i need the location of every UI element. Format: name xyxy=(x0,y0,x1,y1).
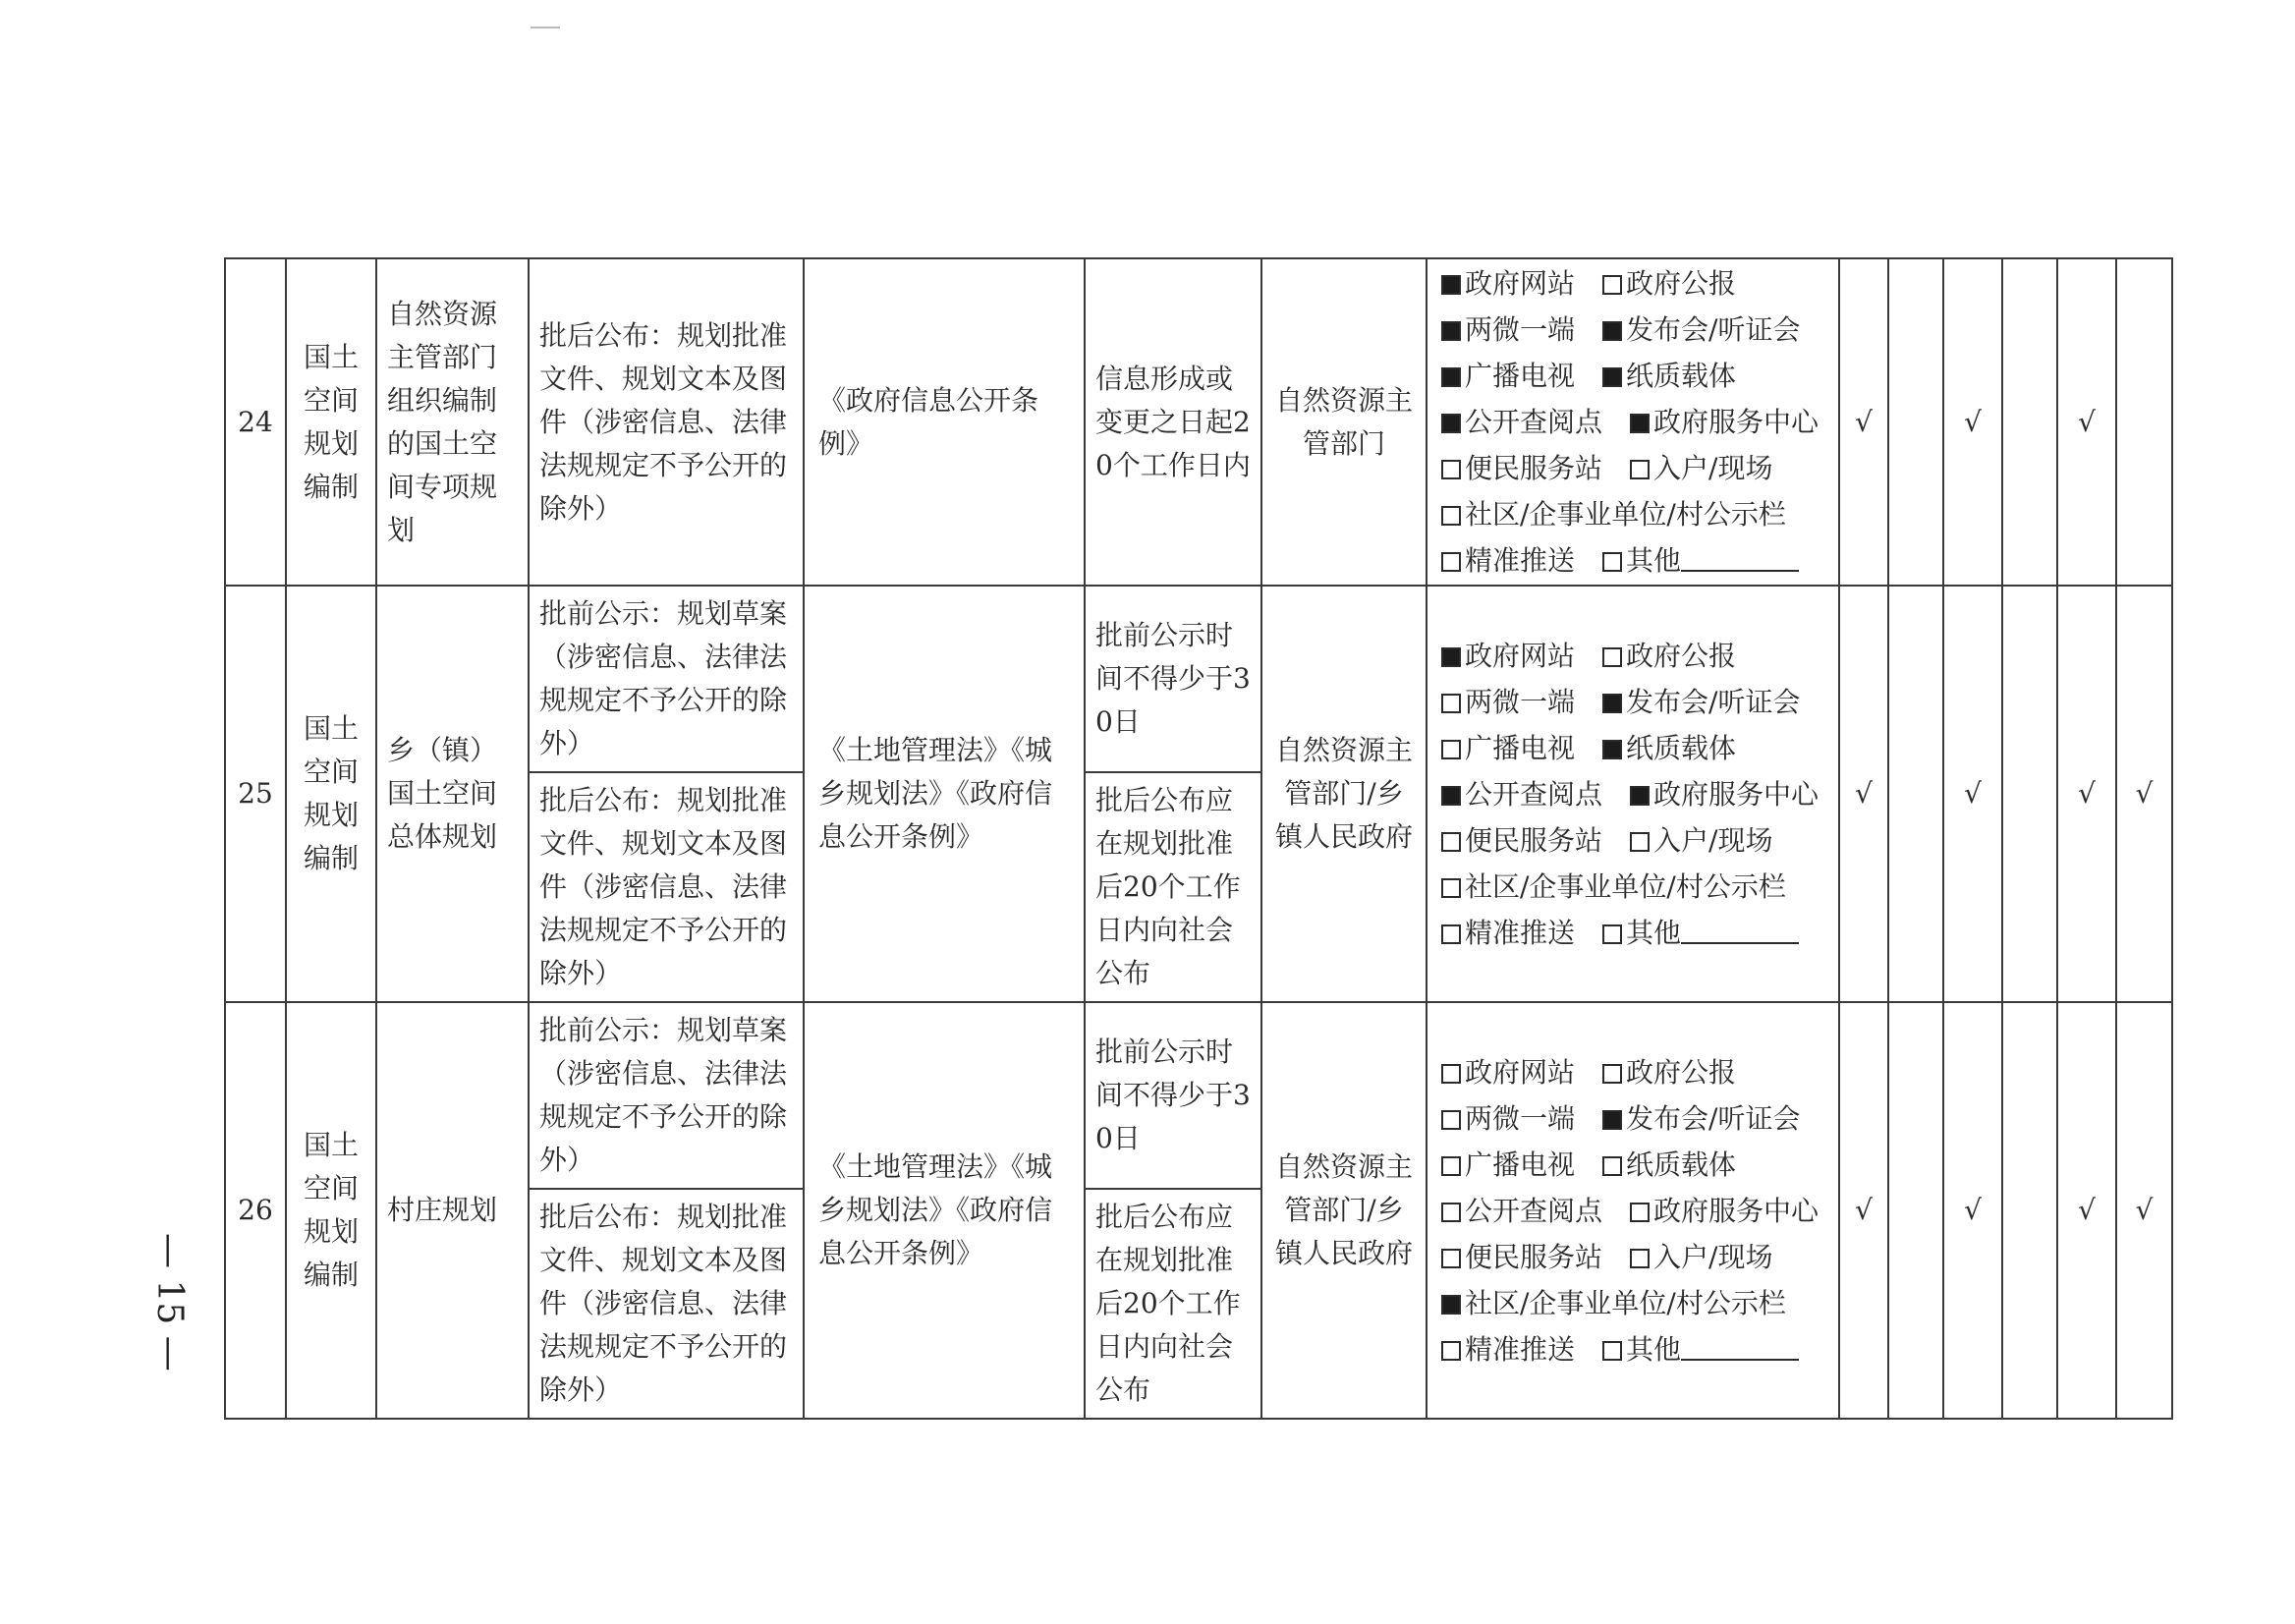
channel-label: 纸质载体 xyxy=(1626,360,1737,392)
checkbox-checked-icon xyxy=(1441,275,1461,295)
check-mark-cell xyxy=(2002,586,2057,1002)
checkbox-empty-icon xyxy=(1441,740,1461,759)
channel-label: 精准推送 xyxy=(1465,1332,1576,1366)
table-row xyxy=(225,586,2172,772)
channel-label: 入户/现场 xyxy=(1653,1240,1773,1273)
content-cell: 批前公示：规划草案（涉密信息、法律法规规定不予公开的除外） xyxy=(529,1002,804,1189)
checkbox-empty-icon xyxy=(1441,878,1461,898)
channel-label: 公开查阅点 xyxy=(1465,777,1603,811)
check-mark-cell xyxy=(2002,1002,2057,1419)
channel-label: 纸质载体 xyxy=(1626,1148,1737,1181)
channel-label: 纸质载体 xyxy=(1626,731,1737,764)
basis-cell: 《土地管理法》《城乡规划法》《政府信息公开条例》 xyxy=(804,586,1085,1002)
checkbox-checked-icon xyxy=(1602,321,1622,341)
category-cell: 国土空间规划编制 xyxy=(286,258,376,586)
channel-label: 其他 xyxy=(1626,544,1682,577)
checkbox-empty-icon xyxy=(1602,1064,1622,1084)
checkbox-empty-icon xyxy=(1441,460,1461,479)
checkbox-empty-icon xyxy=(1441,1064,1461,1084)
channel-label: 入户/现场 xyxy=(1653,823,1773,857)
row-number: 25 xyxy=(225,586,286,1002)
dept-cell: 自然资源主管部门/乡镇人民政府 xyxy=(1261,1002,1427,1419)
channel-line xyxy=(1441,633,1828,679)
dept-cell: 自然资源主管部门/乡镇人民政府 xyxy=(1261,586,1427,1002)
checkbox-checked-icon xyxy=(1602,694,1622,713)
check-mark-cell: √ xyxy=(1943,258,2002,586)
channel-label: 其他 xyxy=(1626,916,1682,949)
check-mark-cell: √ xyxy=(2057,1002,2116,1419)
checkbox-empty-icon xyxy=(1630,1249,1650,1268)
channel-label: 公开查阅点 xyxy=(1465,1194,1603,1227)
channel-label: 便民服务站 xyxy=(1465,823,1603,857)
content-cell: 批后公布：规划批准文件、规划文本及图件（涉密信息、法律法规规定不予公开的除外） xyxy=(529,1189,804,1419)
channel-label: 政府公报 xyxy=(1626,639,1737,672)
check-mark-cell: √ xyxy=(1943,1002,2002,1419)
channel-line xyxy=(1441,1188,1828,1234)
checkbox-empty-icon xyxy=(1441,1341,1461,1361)
channel-label: 政府服务中心 xyxy=(1653,777,1819,811)
check-mark-cell: √ xyxy=(2057,586,2116,1002)
dept-cell: 自然资源主管部门 xyxy=(1261,258,1427,586)
item-cell: 村庄规划 xyxy=(376,1002,529,1419)
checkbox-empty-icon xyxy=(1441,1110,1461,1130)
checkbox-empty-icon xyxy=(1441,694,1461,713)
checkbox-empty-icon xyxy=(1441,552,1461,572)
check-mark-cell xyxy=(2116,258,2172,586)
item-cell: 自然资源主管部门组织编制的国土空间专项规划 xyxy=(376,258,529,586)
checkbox-empty-icon xyxy=(1441,1203,1461,1222)
channel-line xyxy=(1441,679,1828,725)
checkbox-empty-icon xyxy=(1602,1341,1622,1361)
time-cell: 批前公示时间不得少于30日 xyxy=(1085,586,1261,772)
check-mark-cell xyxy=(1888,1002,1943,1419)
checkbox-checked-icon xyxy=(1602,1110,1622,1130)
channel-label: 政府网站 xyxy=(1465,1055,1576,1089)
item-cell: 乡（镇）国土空间总体规划 xyxy=(376,586,529,1002)
row-number: 26 xyxy=(225,1002,286,1419)
channel-line xyxy=(1441,445,1828,491)
checkbox-checked-icon xyxy=(1441,367,1461,387)
check-mark-cell xyxy=(2002,258,2057,586)
channel-label: 广播电视 xyxy=(1465,360,1576,392)
check-mark-cell: √ xyxy=(1839,258,1888,586)
channel-label: 政府网站 xyxy=(1465,639,1576,672)
checkbox-empty-icon xyxy=(1441,924,1461,944)
channel-label: 社区/企事业单位/村公示栏 xyxy=(1465,869,1786,903)
category-cell: 国土空间规划编制 xyxy=(286,1002,376,1419)
checkbox-empty-icon xyxy=(1441,1249,1461,1268)
channel-line xyxy=(1441,260,1828,307)
scan-artifact xyxy=(531,27,560,28)
channels-cell xyxy=(1427,258,1839,586)
channel-line xyxy=(1441,1326,1828,1372)
checkbox-checked-icon xyxy=(1441,414,1461,433)
disclosure-table xyxy=(224,257,2173,1420)
time-cell: 批后公布应在规划批准后20个工作日内向社会公布 xyxy=(1085,1189,1261,1419)
channel-line xyxy=(1441,1234,1828,1280)
channel-label: 精准推送 xyxy=(1465,544,1576,577)
content-cell: 批后公布：规划批准文件、规划文本及图件（涉密信息、法律法规规定不予公开的除外） xyxy=(529,772,804,1002)
channel-label: 便民服务站 xyxy=(1465,1240,1603,1273)
channel-label: 社区/企事业单位/村公示栏 xyxy=(1465,498,1786,531)
fill-blank xyxy=(1681,540,1799,572)
checkbox-empty-icon xyxy=(1441,1156,1461,1176)
time-cell: 批后公布应在规划批准后20个工作日内向社会公布 xyxy=(1085,772,1261,1002)
channel-label: 广播电视 xyxy=(1465,731,1576,764)
checkbox-checked-icon xyxy=(1602,740,1622,759)
channel-label: 便民服务站 xyxy=(1465,452,1603,484)
channel-label: 政府公报 xyxy=(1626,1055,1737,1089)
checkbox-checked-icon xyxy=(1630,414,1650,433)
channel-line xyxy=(1441,910,1828,956)
check-mark-cell: √ xyxy=(2116,586,2172,1002)
channel-label: 精准推送 xyxy=(1465,916,1576,949)
checkbox-checked-icon xyxy=(1441,321,1461,341)
channel-label: 社区/企事业单位/村公示栏 xyxy=(1465,1286,1786,1319)
check-mark-cell xyxy=(1888,586,1943,1002)
channel-line xyxy=(1441,353,1828,399)
check-mark-cell: √ xyxy=(1839,1002,1888,1419)
channel-label: 两微一端 xyxy=(1465,685,1576,718)
page-number: — 15 — xyxy=(149,1233,190,1372)
checkbox-empty-icon xyxy=(1630,460,1650,479)
checkbox-checked-icon xyxy=(1441,1295,1461,1315)
channel-label: 广播电视 xyxy=(1465,1148,1576,1181)
channel-label: 两微一端 xyxy=(1465,313,1576,346)
checkbox-empty-icon xyxy=(1602,647,1622,667)
checkbox-empty-icon xyxy=(1602,924,1622,944)
time-cell: 批前公示时间不得少于30日 xyxy=(1085,1002,1261,1189)
channel-label: 入户/现场 xyxy=(1653,452,1773,484)
channels-cell xyxy=(1427,586,1839,1002)
channel-label: 发布会/听证会 xyxy=(1626,685,1801,718)
check-mark-cell xyxy=(1888,258,1943,586)
channel-line xyxy=(1441,399,1828,445)
channel-line xyxy=(1441,1142,1828,1188)
checkbox-checked-icon xyxy=(1630,786,1650,806)
checkbox-empty-icon xyxy=(1630,832,1650,852)
channel-line xyxy=(1441,817,1828,864)
channel-line xyxy=(1441,771,1828,817)
fill-blank xyxy=(1681,1329,1799,1361)
channel-label: 发布会/听证会 xyxy=(1626,1101,1801,1135)
channel-label: 政府公报 xyxy=(1626,267,1737,300)
content-cell: 批前公示：规划草案（涉密信息、法律法规规定不予公开的除外） xyxy=(529,586,804,772)
channel-label: 两微一端 xyxy=(1465,1101,1576,1135)
channel-label: 其他 xyxy=(1626,1332,1682,1366)
checkbox-checked-icon xyxy=(1441,786,1461,806)
check-mark-cell: √ xyxy=(1943,586,2002,1002)
check-mark-cell: √ xyxy=(2116,1002,2172,1419)
channel-line xyxy=(1441,864,1828,910)
check-mark-cell: √ xyxy=(2057,258,2116,586)
checkbox-empty-icon xyxy=(1602,552,1622,572)
channel-label: 政府服务中心 xyxy=(1653,1194,1819,1227)
channel-label: 发布会/听证会 xyxy=(1626,313,1801,346)
channel-line xyxy=(1441,537,1828,584)
checkbox-empty-icon xyxy=(1441,506,1461,526)
channel-label: 政府网站 xyxy=(1465,267,1576,300)
table-row xyxy=(225,258,2172,586)
checkbox-empty-icon xyxy=(1602,275,1622,295)
channels-cell xyxy=(1427,1002,1839,1419)
channel-line xyxy=(1441,1280,1828,1326)
checkbox-checked-icon xyxy=(1602,367,1622,387)
basis-cell: 《政府信息公开条例》 xyxy=(804,258,1085,586)
fill-blank xyxy=(1681,913,1799,944)
basis-cell: 《土地管理法》《城乡规划法》《政府信息公开条例》 xyxy=(804,1002,1085,1419)
channel-line xyxy=(1441,491,1828,537)
channel-line xyxy=(1441,1049,1828,1095)
row-number: 24 xyxy=(225,258,286,586)
checkbox-empty-icon xyxy=(1441,832,1461,852)
check-mark-cell: √ xyxy=(1839,586,1888,1002)
channel-line xyxy=(1441,307,1828,353)
category-cell: 国土空间规划编制 xyxy=(286,586,376,1002)
channel-line xyxy=(1441,1095,1828,1142)
content-cell: 批后公布：规划批准文件、规划文本及图件（涉密信息、法律法规规定不予公开的除外） xyxy=(529,258,804,586)
table-row xyxy=(225,1002,2172,1189)
channel-line xyxy=(1441,725,1828,771)
checkbox-checked-icon xyxy=(1441,647,1461,667)
channel-label: 政府服务中心 xyxy=(1653,406,1819,438)
checkbox-empty-icon xyxy=(1602,1156,1622,1176)
time-cell: 信息形成或变更之日起20个工作日内 xyxy=(1085,258,1261,586)
channel-label: 公开查阅点 xyxy=(1465,406,1603,438)
checkbox-empty-icon xyxy=(1630,1203,1650,1222)
